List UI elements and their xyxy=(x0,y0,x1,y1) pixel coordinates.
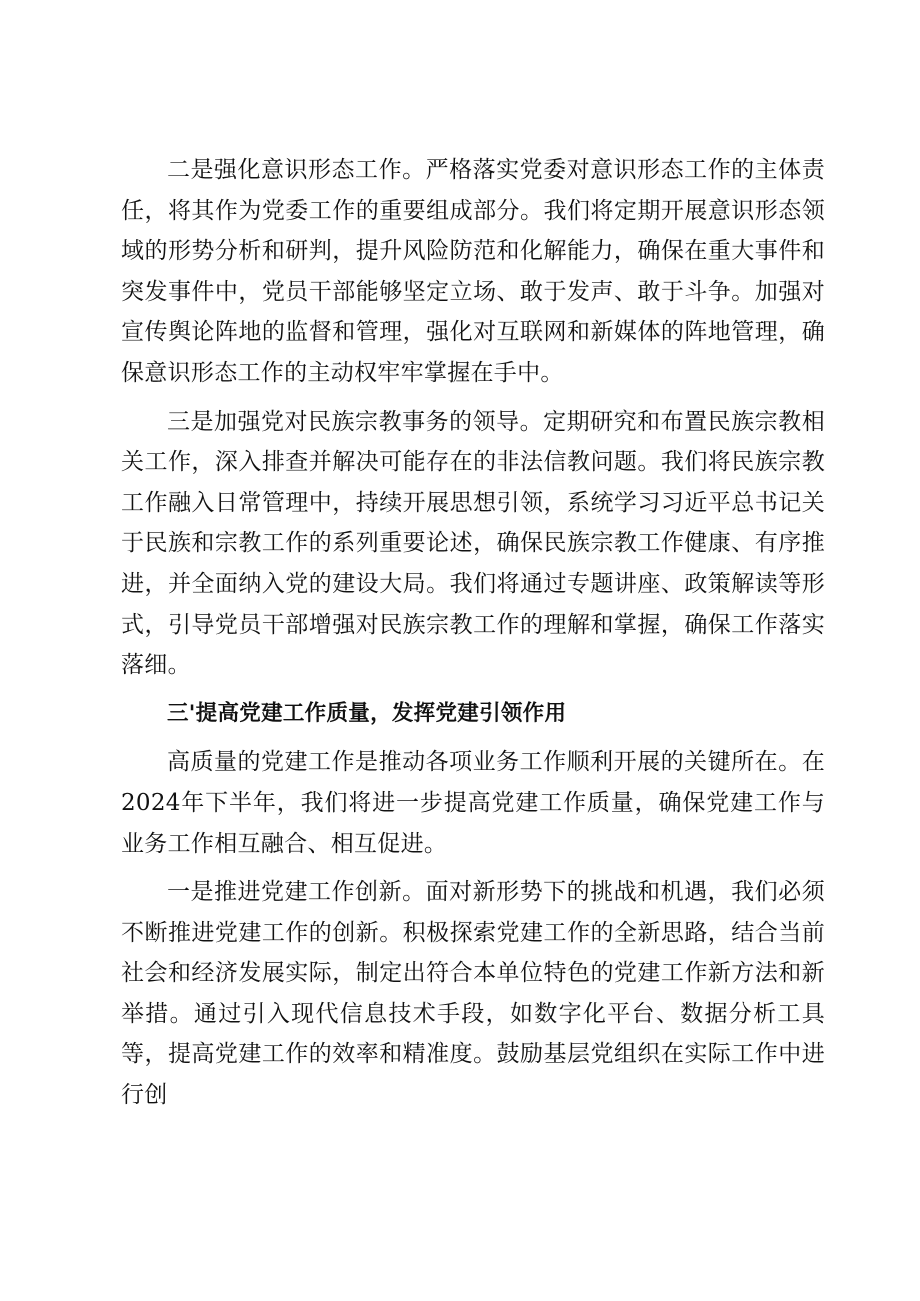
paragraph-gap xyxy=(121,734,825,742)
document-page xyxy=(121,150,825,1116)
paragraph-gap xyxy=(121,394,825,402)
paragraph-ideology: 二是强化意识形态工作。严格落实党委对意识形态工作的主体责任，将其作为党委工作的重要组成部分。我们将定期开展意识形态领域的形势分析和研判，提升风险防范和化解能力，确保在重大事件和突发事件中，党员干部能够坚定立场、敢于发声、敢于斗争。加强对宣传舆论阵地的监督和管理，强化对互联网和新媒体的阵地管理，确保意识形态工作的主动权牢牢掌握在手中。 xyxy=(121,157,825,386)
paragraph-gap xyxy=(121,864,825,872)
paragraph-ethnic-religious: 三是加强党对民族宗教事务的领导。定期研究和布置民族宗教相关工作，深入排查并解决可能存在的非法信教问题。我们将民族宗教工作融入日常管理中，持续开展思想引领，系统学习习近平总书记关于民族和宗教工作的系列重要论述，确保民族宗教工作健康、有序推进，并全面纳入党的建设大局。我们将通过专题讲座、政策解读等形式，引导党员干部增强对民族宗教工作的理解和掌握，确保工作落实落细。 xyxy=(121,408,825,679)
paragraph-quality-intro: 高质量的党建工作是推动各项业务工作顺利开展的关键所在。在2024年下半年，我们将进一步提高党建工作质量，确保党建工作与业务工作相互融合、相互促进。 xyxy=(121,749,825,857)
section-heading: 三'提高党建工作质量，发挥党建引领作用 xyxy=(167,700,567,726)
paragraph-gap xyxy=(121,686,825,694)
paragraph-innovation: 一是推进党建工作创新。面对新形势下的挑战和机遇，我们必须不断推进党建工作的创新。积极探索党建工作的全新思路，结合当前社会和经济发展实际，制定出符合本单位特色的党建工作新方法和新举措。通过引入现代信息技术手段，如数字化平台、数据分析工具等，提高党建工作的效率和精准度。鼓励基层党组织在实际工作中进行创 xyxy=(121,879,825,1109)
